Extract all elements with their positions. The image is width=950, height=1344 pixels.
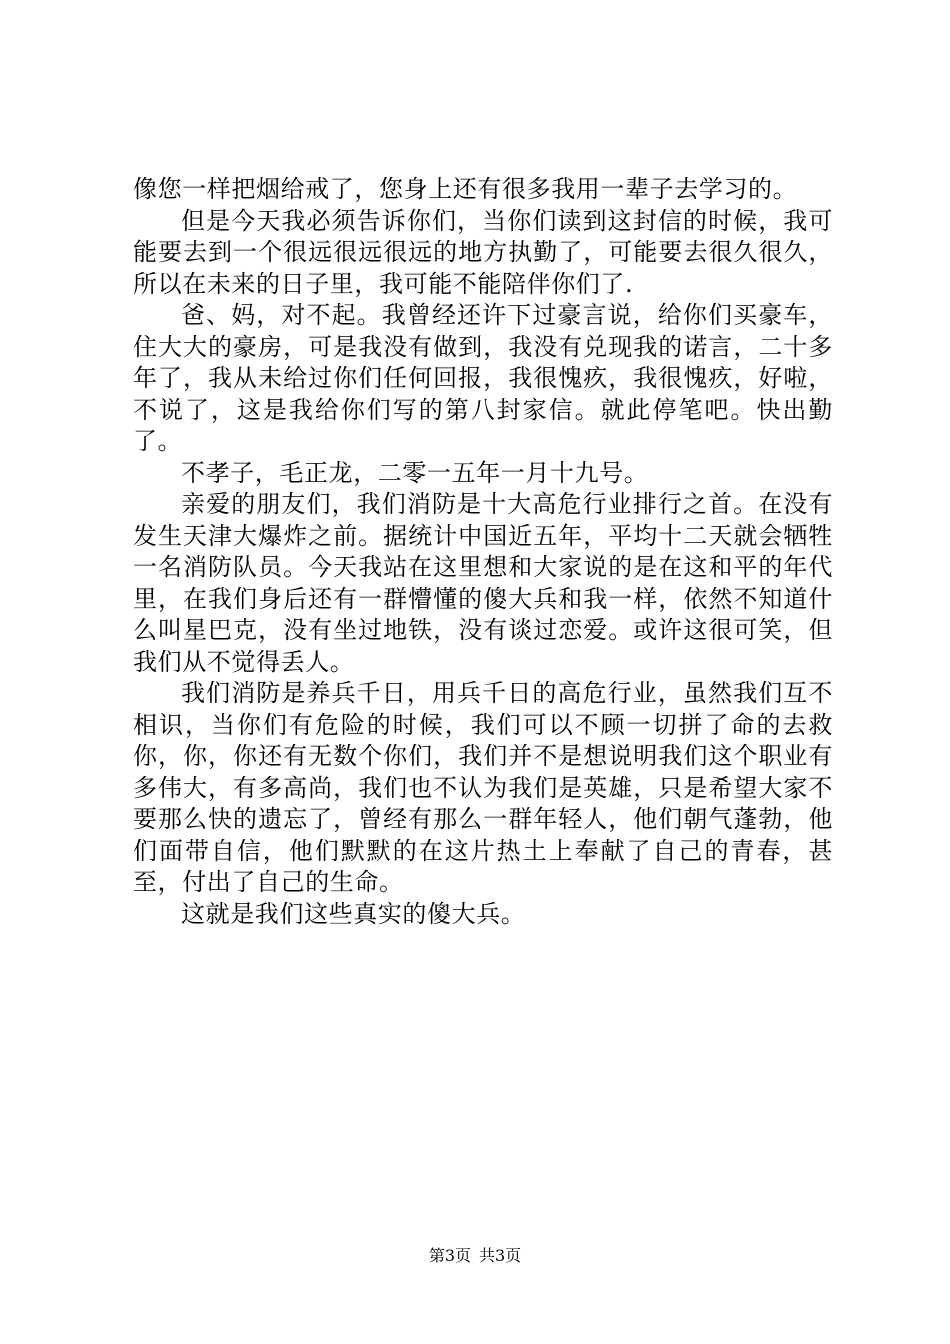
paragraph-friends: 亲爱的朋友们，我们消防是十大高危行业排行之首。在没有发生天津大爆炸之前。据统计中国近五年，平均十二天就会牺牲一名消防队员。今天我站在这里想和大家说的是在这和平的年代里，在我们身后还有一群懵懂的傻大兵和我一样，依然不知道什么叫星巴克，没有坐过地铁，没有谈过恋爱。或许这很可笑，但我们从不觉得丢人。 [133,490,833,676]
page-number-total: 共3页 [479,1246,522,1265]
page-number-current: 第3页 [428,1246,471,1265]
paragraph-continuation: 像您一样把烟给戒了，您身上还有很多我用一辈子去学习的。 [133,175,798,203]
page-footer [0,1246,950,1266]
letter-body [133,174,833,930]
paragraph-farewell: 但是今天我必须告诉你们，当你们读到这封信的时候，我可能要去到一个很远很远很远的地方执勤了，可能要去很久很久，所以在未来的日子里，我可能不能陪伴你们了. [133,206,833,298]
paragraph-apology: 爸、妈，对不起。我曾经还许下过豪言说，给你们买豪车，住大大的豪房，可是我没有做到，我没有兑现我的诺言，二十多年了，我从未给过你们任何回报，我很愧疚，我很愧疚，好啦，不说了，这是我给你们写的第八封家信。就此停笔吧。快出勤了。 [133,301,833,455]
paragraph-firefighting: 我们消防是养兵千日，用兵千日的高危行业，虽然我们互不相识，当你们有危险的时候，我们可以不顾一切拼了命的去救你，你，你还有无数个你们，我们并不是想说明我们这个职业有多伟大，有多高尚，我们也不认为我们是英雄，只是希望大家不要那么快的遗忘了，曾经有那么一群年轻人，他们朝气蓬勃，他们面带自信，他们默默的在这片热土上奉献了自己的青春，甚至，付出了自己的生命。 [133,679,833,896]
paragraph-closing: 这就是我们这些真实的傻大兵。 [181,899,526,928]
paragraph-signature: 不孝子，毛正龙，二零一五年一月十九号。 [181,458,649,487]
